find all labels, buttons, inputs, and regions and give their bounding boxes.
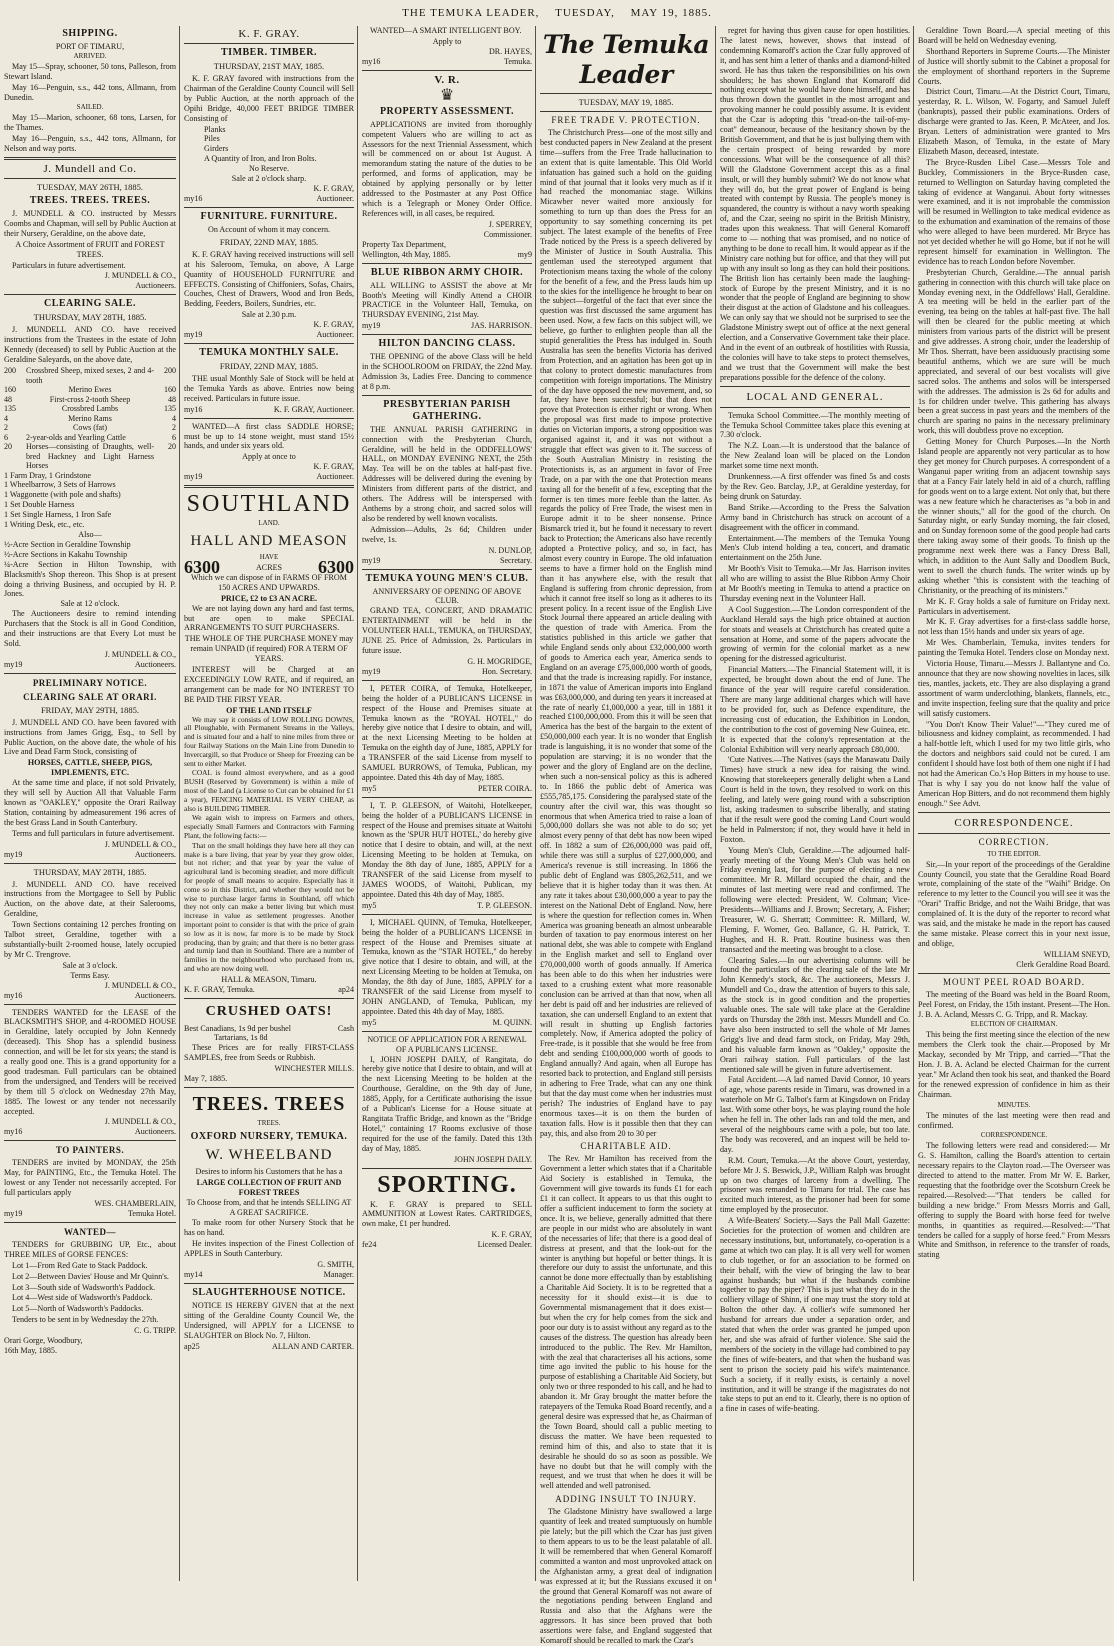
acres-number: 6300 <box>318 557 354 577</box>
timber-item: A Quantity of Iron, and Iron Bolts. <box>204 154 317 164</box>
column-rule <box>357 26 358 1581</box>
town-lots: Town Sections containing 12 perches fronting on Talbot street, Geraldine, together with a substantially-built 2-roomed house, lately occupied by Mr C. Trengrove. <box>4 920 176 959</box>
ad-code: my16 <box>184 404 203 414</box>
news-item: Victoria House, Timaru.—Messrs J. Ballantyne and Co. announce that they are now showing novelties in laces, silk ties, mantles, jackets, etc. They are also displaying a grand assortment of warm underclothing, blankets, flannels, etc., and invite inspection, feeling sure that the quality and price will satisfy customers. <box>918 659 1110 718</box>
shipping-heading: SHIPPING. <box>62 28 118 39</box>
lot-item: Lot 1—From Red Gate to Stack Paddock. <box>12 1260 148 1270</box>
article-body: The Gladstone Ministry have swallowed a large quantity of leek and treated sumptuously on humble pie lately; but the pill which the Czar has just given to them appears to us to be the least palatable of all. It will be remembered that when General Komaroff committed a wanton and most unprovoked attack on the Afghanistan army, a great deal of indignation was expressed at it; but the Russians excused it on the ground that General Komaroff was not aware of the negotiations pending between England and Russia and also that the Afghans were the aggressors. It has since been proved that both assertions were false, and England suggested that Komaroff should be recalled to mark the Czar's <box>540 1507 712 1646</box>
license-notice: I, T. P. GLEESON, of Waitohi, Hotelkeeper, being the holder of a PUBLICAN'S LICENSE in respect of the House and premises situate at Waitohi known as the 'SPUR HUT HOTEL,' do hereby give notice that I desire to obtain, and will, at the next Licensing Meeting to be holden at Temuka, on Monday the 8th day of June, 1885, APPLY for a TRANSFER of the said License from myself to JAMES WOODS, of Waitohi, Publican, my appointee. Dated this 4th day of May, 1885. <box>362 800 532 899</box>
table-row: 160 Merino Ewes 160 <box>4 385 176 395</box>
monthly-signature: K. F. GRAY, Auctioneer. <box>273 404 354 414</box>
section-heading: CORRESPONDENCE. <box>954 816 1074 829</box>
land-item: ½-Acre Section in Geraldine Township <box>4 539 131 549</box>
kfgray-heading: K. F. GRAY. <box>238 28 300 40</box>
ymc-body: GRAND TEA, CONCERT, AND DRAMATIC ENTERTAINMENT will be held in the VOLUNTEER HALL, TEMUKA, on THURSDAY, JUNE 25. Price of Admission, 2s. Particulars in future issue. <box>362 606 532 655</box>
implement-item: 1 Set Double Harness <box>4 500 75 510</box>
table-row: 135 Crossbred Lambs 135 <box>4 404 176 414</box>
timber-signature: K. F. GRAY, <box>313 183 354 193</box>
sailed-entry: May 15—Marion, schooner, 68 tons, Larsen, for the Thames. <box>4 113 176 133</box>
town-body: J. MUNDELL AND CO. have received instructions from the Mortgagee to Sell by Public Auction, on the above date, at their Salerooms, Geraldine, <box>4 879 176 919</box>
ad-code: my16 <box>362 56 381 66</box>
ad-code: my5 <box>362 1017 377 1027</box>
tender-role: Auctioneers. <box>134 1127 176 1137</box>
prelim-heading: PRELIMINARY NOTICE. <box>32 677 148 688</box>
wheelband-body: Desires to inform his Customers that he has a <box>195 1166 343 1176</box>
property-date: Wellington, 4th May, 1885. <box>362 249 451 259</box>
article-body: The Rev. Mr Hamilton has received from the Government a letter which states that if a Charitable Aid Society is established in Temuka, the Government will give towards its funds £1 for each £1 it can collect. It appears to us that this ought to offer a sufficient inducement to form the society at once. It is, we believe, generally admitted that there are people in our midst who are absolutely in want of the necessaries of life; that there is a good deal of distress at present, and that the look-out for the winter is anything but hopeful or better things. It is therefore our duty to assist the unfortunate, and this cannot be done more effectually than by establishing a Charitable Aid Society. It is to be regretted that a necessity for it should exist—it is due to Governmental mismanagement that it does exist—but when the cry for help comes from the sick and poor our duty is to assist without any regard as to the causes of the distress. The question has already been introduced to the public. The Rev. Mr Hamilton, with the zeal that characterises all his actions, some time ago invited the public to his house for the purpose of establishing a Charitable Aid Society, but only two or three responded to his call, and he had to abandon it. Mr Gray brought the matter before the ratepayers of the Temuka Road Board recently, and a general desire was expressed that he, as Chairman of the Town Board, should call a public meeting to discuss the matter. We have been requested to remind him of this, and also to state that it is desirable he should do so as soon as possible. We have no doubt but that he will comply with the request, and we trust that when he does it will be well attended and well patronised. <box>540 1154 712 1491</box>
furniture-heading: FURNITURE. FURNITURE. <box>200 210 338 222</box>
trees-role: Auctioneers. <box>135 281 176 291</box>
implement-item: 1 Writing Desk, etc., etc. <box>4 520 85 530</box>
hall-meason: HALL AND MEASON <box>190 533 348 550</box>
hm-agent: K. F. GRAY, Temuka. <box>184 984 255 994</box>
news-item: Band Strike.—According to the Press the Salvation Army band in Christchurch has struck on account of a disagreement with the officer in command. <box>720 502 910 532</box>
trees-small: TREES. <box>257 1119 281 1128</box>
slaughter-body: NOTICE IS HEREBY GIVEN that at the next sitting of the Geraldine County Council We, the Undersigned, will APPLY for a LICENSE to SLAUGHTER on Block No. 7, Hilton. <box>184 1301 354 1340</box>
table-row: 20 Horses—consisting of Draughts, well-bred Hackney and Light Harness Horses 20 <box>4 442 176 471</box>
ad-code: my19 <box>4 659 23 669</box>
news-item: Mr K. F. Gray advertises for a first-class saddle horse, not less than 15½ hands and under six years of age. <box>918 617 1110 637</box>
lot-item: Lot 3—South side of Wadsworth's Paddock. <box>12 1282 156 1292</box>
land-item: ½-Acre Sections in Kakahu Township <box>4 549 128 559</box>
oats-signature: WINCHESTER MILLS. <box>274 1064 354 1074</box>
land-item: ¼-Acre Section in Hilton Township, with Blacksmith's Shop thereon. This Shop is at present doing a thriving Business, and occupied by H. P. Jones. <box>4 559 176 599</box>
timber-reserve: No Reserve. <box>248 164 289 174</box>
horse-body: WANTED—A first class SADDLE HORSE; must be up to 14 stone weight, must stand 15½ hands, and under six years old. <box>184 421 354 451</box>
news-item: R.M. Court, Temuka.—At the above Court, yesterday, before Mr J. S. Beswick, J.P., William Ralph was brought up on two charges of larceny from a dwelling. The prisoner was remanded to Timaru for trial. The case has excited much interest, as the prisoner had been for some time employed by the prosecutor. <box>720 1155 910 1215</box>
article-body: The minutes of the last meeting were then read and confirmed. <box>918 1110 1110 1130</box>
column-6 <box>918 26 1110 1581</box>
column-1 <box>4 26 176 1581</box>
column-rule <box>179 26 180 1581</box>
renewal-body: I, JOHN JOSEPH DAILY, of Rangitata, do hereby give notice that I desire to obtain, and will at the next Licensing Meeting to be holden at the Courthouse, Geraldine, on the 9th day of June, 1885, Apply, for a Certificate authorising the issue of a Publican's License for a House situate at Rangitata Traffic Bridge, and known as the "Bridge Hotel," containing 17 Rooms exclusive of those required for the use of the family. Dated this 13th day of May, 1885. <box>362 1054 532 1153</box>
of-land-heading: OF THE LAND ITSELF <box>226 705 312 715</box>
wanted-signature: C. G. TRIPP. <box>134 1326 176 1336</box>
ad-code: my19 <box>362 666 381 676</box>
monthly-heading: TEMUKA MONTHLY SALE. <box>199 347 339 359</box>
lot-item: Lot 4—West side of Wadsworth's Paddock. <box>12 1293 153 1303</box>
stock-table <box>4 366 176 471</box>
arrived-label: ARRIVED. <box>73 51 107 60</box>
painters-heading: TO PAINTERS. <box>55 1145 125 1156</box>
news-item: The N.Z. Loan.—It is understood that the balance of the New Zealand loan will be placed on the London market some time next month. <box>720 441 910 471</box>
oats-heading: CRUSHED OATS! <box>205 1003 333 1019</box>
news-item: Temuka School Committee.—The monthly meeting of the Temuka School Committee takes place this evening at 7.30 o'clock. <box>720 410 910 440</box>
article-body: regret for having thus given cause for open hostilities. The latest news, however, shows that instead of condemning Komaroff's action the Czar fully approved of it, and has sent him a letter of thanks and a diamond-hilted sword. He has thus taken the responsibilities on his own shoulders; he has shown England that Komaroff did nothing except what he would have done himself, and has thus thrown down the gauntlet in the most arrogant and provoking manner he could possibly assume. It is evident that the Czar is adopting this "tread-on-the tail-of-my-coat" demeanour, because of the hesitancy shown by the British Government, and that he is just bullying them with the certain prospect of being rewarded by more concessions. What will be the consequence of all this? Will the Gladstone Government accept this as a final insult, or will they humbly submit? We do not know what they will do, but the great power of England is being treated with contempt by Russia. The people's money is squandered, the country is without a navy worth speaking of, and the Czar, seeing no spirit in the British Ministry, trades upon this weakness. That will General Komaroff come to — nothing that was promised, and no notice of anything to be done to recall him. It would appear as if the Ministry care nothing but for office, and that they will put up with any insult so long as they can hold their positions. The British lion has certainly been made the laughing-stock of Europe by the present Ministry, and it is no wonder that the people of England are beginning to show their disgust at the action of Gladstone and his colleagues. We can only say that we should not be surprised to see the Gladstone Ministry swept out of office at the next general election, and a Conservative Government take their place. And in the event of an outbreak of hostilities with Russia, the colonies will have to take steps to protect themselves, and we trust that the Government will make the best preparations possible for the defence of the colony. <box>720 26 910 382</box>
clearing-signature: J. MUNDELL & CO., <box>104 649 176 659</box>
slaughter-signature: ALLAN AND CARTER. <box>271 1341 354 1351</box>
orari-date: FRIDAY, MAY 29TH, 1885. <box>40 704 140 715</box>
wanted-date: 16th May, 1885. <box>4 1346 57 1356</box>
presb-heading: PRESBYTERIAN PARISH GATHERING. <box>383 398 511 422</box>
ad-code: my19 <box>362 555 381 565</box>
article-body: This being the first meeting since the election of the new members the Clerk took the chair.—Proposed by Mr Mackay, seconded by Mr Tripp, and carried—"That the Hon. J. B. A. Acland be elected Chairman for the current year." Mr Acland then took his seat, and thanked the Board for the renewed expression of confidence in him as their Chairman. <box>918 1030 1110 1099</box>
wheelband-role: Manager. <box>323 1270 354 1280</box>
furniture-time: Sale at 2.30 p.m. <box>241 310 297 320</box>
news-item: A Cool Suggestion.—The London correspondent of the Auckland Herald says the high price obtained at auction for stoats and weasels at Christchurch has created quite a sensation at Home, and some of the papers advocate the growing of vermin for the colonial market as a new opening for the distressed agriculturist. <box>720 604 910 664</box>
choir-signature: JAS. HARRISON. <box>471 321 532 331</box>
timber-item: Planks <box>204 124 226 134</box>
town-time: Sale at 3 o'clock. <box>62 960 118 970</box>
table-row: 48 First-cross 2-tooth Sheep 48 <box>4 394 176 404</box>
interest-line: INTEREST will be Charged at an EXCEEDINGLY LOW RATE, and if required, an arrangement can be made for NO INTEREST TO BE PAID THE FIRST YEAR. <box>184 665 354 704</box>
lot-item: Lot 2—Between Davies' House and Mr Quinn's. <box>12 1271 169 1281</box>
news-item: Financial Matters.—The Financial Statement will, it is expected, be brought down about the end of June. The finance of the year will require careful consideration. There are many large additional charges which will have to be provided for, such as Defence expenditure, the increasing cost of education, the Exhibition in London, the contribution to the cost of governing New Guinea, etc. It is expected that the colony's representation at the Colonial Exhibition will very nearly approach £80,000. <box>720 665 910 754</box>
town-date: THURSDAY, MAY 28TH, 1885. <box>33 866 147 877</box>
ad-code: my16 <box>184 193 203 203</box>
trees-body: J. MUNDELL & CO. instructed by Messrs Coombs and Chapman, will sell by Public Auction at their Nursery, Geraldine, on the above date, <box>4 208 176 238</box>
acres-body: Which we can dispose of in FARMS OF FROM 150 ACRES AND UPWARDS. <box>191 572 347 592</box>
wanted-signature: DR. HAYES, <box>488 46 532 56</box>
oxford-heading: OXFORD NURSERY, TEMUKA. <box>190 1130 348 1142</box>
ad-code: ap25 <box>184 1341 200 1351</box>
license-signature: T. P. GLEESON. <box>477 900 532 910</box>
license-signature: M. QUINN. <box>492 1017 532 1027</box>
news-item: Mr Booth's Visit to Temuka.—Mr Jas. Harrison invites all who are willing to assist the Blue Ribbon Army Choir at Mr Booth's meeting in Temuka to attend a practice on Thursday evening next in the Volunteer Hall. <box>720 564 910 603</box>
property-role: Commissioner. <box>483 229 532 239</box>
license-notice: I, MICHAEL QUINN, of Temuka, Hotelkeeper, being the holder of a PUBLICAN'S LICENSE in respect of the House and Premises situate at Temuka, known as the "STAR HOTEL," do hereby give notice that I desire to obtain, and will, at the next Licensing Meeting to be holden at Temuka, on Monday, the 8th day of June, 1885, APPLY for a TRANSFER of the said License from myself to JOHN ANGLAND, of Temuka, Publican, my appointee. Dated this 4th day of May, 1885. <box>362 917 532 1016</box>
presb-body: THE ANNUAL PARISH GATHERING in connection with the Presbyterian Church, Geraldine, will be held in the ODDFELLOWS' HALL, on MONDAY EVENING NEXT, the 25th May. Tea will be on the tables at half-past five. Addresses will be delivered during the evening by Ministers from different parts of the district, and others. The Address will be interspersed with Anthems by a strong choir, and sacred solos will also be rendered by well known vocalists. <box>362 424 532 523</box>
implement-item: 1 Set Single Harness, 1 Iron Safe <box>4 510 112 520</box>
to-editor: TO THE EDITOR. <box>987 849 1041 858</box>
ad-code: my5 <box>362 783 377 793</box>
timber-item: Girders <box>204 144 229 154</box>
wheelband-invite: He invites inspection of the Finest Collection of APPLES in South Canterbury. <box>184 1239 354 1259</box>
property-dept: Property Tax Department, <box>362 239 447 249</box>
horse-signature: K. F. GRAY, <box>313 462 354 472</box>
column-4 <box>540 26 712 1646</box>
tender-signature: J. MUNDELL & CO., <box>104 1117 176 1127</box>
orari-terms: Terms and full particulars in future advertisement. <box>12 828 175 838</box>
news-item: Mr Wes. Chamberlain, Temuka, invites tenders for painting the Temuka Hotel. Tenders close on Monday next. <box>918 638 1110 658</box>
ad-code: my16 <box>4 990 23 1000</box>
news-item: Fatal Accident.—A lad named David Connor, 10 years of age, whose parents reside in Timaru, was drowned in a waterhole on Mr G. Talbot's farm at Kingsdown on Friday last. With some other boys, he was playing round the hole when he fell in. The other lads ran and told the men, and several of the neighbours came with a pole, but too late. The body was recovered, and an inquest will be held to-day. <box>720 1075 910 1154</box>
ymc-heading: TEMUKA YOUNG MEN'S CLUB. <box>365 572 529 584</box>
article-heading: MOUNT PEEL ROAD BOARD. <box>942 976 1085 987</box>
table-row: 2 Cows (fat) 2 <box>4 423 176 433</box>
timber-time: Sale at 2 o'clock sharp. <box>231 174 307 184</box>
news-item: Clearing Sales.—In our advertising columns will be found the particulars of the clearing sale of the late Mr John Kennedy's stock, &c. The auctioneers, Messrs J. Mundell and Co., draw the attention of buyers to this sale, as the stock is in good condition and the properties valuable ones. The sale will take place at the Geraldine yards on Thursday the 28th inst. Messrs Mundell and Co. have also been instructed to sell the whole of Mr James Grigg's live and dead farm stock, on Friday, May 29th, and his valuable farm known as "Oakley," opposite the Orari railway station. Full particulars of the last mentioned sale will be given in future advertisement. <box>720 955 910 1074</box>
wanted-close: Tenders to be sent in by Wednesday the 27th. <box>12 1315 159 1325</box>
news-item: Presbyterian Church, Geraldine.—The annual parish gathering in connection with this church will take place on Monday evening next, in the Oddfellows' Hall, Geraldine. A tea meeting will be held in the earlier part of the evening, tea being on the tables at half-past five. The hall will then be cleared for the public meeting at which ministers from various parts of the district will be present and give addresses. A strong choir, under the leadership of Mr Thos. Sherratt, have been assiduously practising some beautiful anthems, which we are sure will be much appreciated, and several of our best vocalists will give sacred solos. The anthems and solos will be interspersed with the addresses. The admission is 2s 6d for adults and 1s for children under twelve. This gathering has always been a great success in past years and the members of the church are sparing no pains in the necessary preliminary work, this will doubtless prove no exception. <box>918 267 1110 436</box>
tender-body: TENDERS WANTED for the LEASE of the BLACKSMITH'S SHOP, and 4-ROOMED HOUSE in Geraldine, lately occupied by John Kennedy (deceased). This Shop has a splendid business connection, and will be let for six years; the stand is a really good one. This is a grand opportunity for a good tradesman. Full particulars can be obtained from the undersigned, and Tenders will be received by them till 5 o'clock on Wednesday 27th May, 1885. The lowest or any tender not necessarily accepted. <box>4 1007 176 1116</box>
hm-signature: HALL & MEASON, Timaru. <box>221 974 317 984</box>
town-role: Auctioneers. <box>134 990 176 1000</box>
orari-also: At the same time and place, if not sold Privately, they will sell by Auction All that Valuable Farm known as "OAKLEY," opposite the Orari Railway Station, containing by admeasurement 196 acres of the best Grass Land in South Canterbury. <box>4 778 176 827</box>
dance-body: THE OPENING of the above Class will be held in the SCHOOLROOM on FRIDAY, the 22nd May. Admission 3s, Ladies Free. Dancing to commence at 8 p.m. <box>362 352 532 391</box>
wheelband-room: To make room for other Nursery Stock that he has on hand. <box>184 1218 354 1238</box>
painters-signature: WES. CHAMBERLAIN, <box>94 1199 176 1208</box>
trees-date: TUESDAY, MAY 26TH, 1885. <box>36 181 144 192</box>
column-2 <box>184 26 354 1581</box>
timber-body: K. F. GRAY favored with instructions from the Chairman of the Geraldine County Council will Sell by Public Auction, at the north approach of the Opihi Bridge, 40,000 FEET BRIDGE TIMBER Consisting of <box>184 74 354 123</box>
wheelband-heading: W. WHEELBAND <box>205 1146 333 1163</box>
monthly-date: FRIDAY, 22ND MAY, 1885. <box>219 361 319 372</box>
implement-item: 1 Farm Dray, 1 Grindstone <box>4 470 91 480</box>
ad-code: my5 <box>362 900 377 910</box>
orari-items: HORSES, CATTLE, SHEEP, PIGS, IMPLEMENTS, ETC. <box>27 758 153 778</box>
ad-code: fe24 <box>362 1240 377 1250</box>
orari-signature: J. MUNDELL & CO., <box>104 839 176 849</box>
column-rule <box>715 26 716 1581</box>
ad-code: my16 <box>4 1127 23 1137</box>
ymc-role: Hon. Secretary. <box>481 666 532 676</box>
table-row: 4 Merino Rams 4 <box>4 413 176 423</box>
news-item: 'Cute Natives.—The Natives (says the Manawatu Daily Times) have struck a new idea for raising the wind. Knowing that storekeepers generally delight when a Land Court is held in the town, they resolved to work on this feeling, and lately were going round with a subscription list, asking tradesmen to subscribe liberally, and stating that if the result were good the coming Land Court would be held in Palmerston; if not, they would have it held in Foxton. <box>720 755 910 844</box>
sporting-heading: SPORTING. <box>377 1171 517 1198</box>
ad-code: my19 <box>362 321 381 331</box>
dance-heading: HILTON DANCING CLASS. <box>378 338 516 350</box>
orari-heading: CLEARING SALE AT ORARI. <box>23 691 157 702</box>
ad-code: my19 <box>184 472 203 482</box>
news-item: Young Men's Club, Geraldine.—The adjourned half-yearly meeting of the Young Men's Club was held on Friday evening last, for the purpose of electing a new committee. Mr R. Millard occupied the chair, and the minutes of last meeting were read and confirmed. The following were elected: President, W. Coltman; Vice-Presidents—Williams and J. Brown; Secretary, A. Fisher; Treasurer, W. G. Sherratt; Committee: R. Millard, W. Fleming, F. Worner, Geo. Ballance, G. H. Patrick, T. Hughes, and H. R. Pratt. Routine business was then transacted and the meeting was brought to a close. <box>720 845 910 954</box>
trees-sub: A Choice Assortment of FRUIT and FOREST TREES. <box>15 239 165 259</box>
ad-code: ap24 <box>338 984 354 994</box>
masthead-paper: THE TEMUKA LEADER, <box>402 7 540 19</box>
correspondent-signature: WILLIAM SNEYD, <box>1043 949 1110 959</box>
subheading: ELECTION OF CHAIRMAN. <box>970 1020 1058 1029</box>
property-body: APPLICATIONS are invited from thoroughly competent Valuers who are willing to act as Assessors for the next Triennial Assessment, which will be commenced on or about 1st August. A memorandum stating the nature of the duties to be performed, and forms of application, may be obtained by applying personally or by letter addressed to the Postmaster at any Post Office which is a Telegraph or Money Order Office. References will, in all cases, be required. <box>362 119 532 218</box>
presb-admission: Admission—Adults, 2s 6d; Children under twelve, 1s. <box>362 524 532 544</box>
trees-particulars: Particulars in future advertisement. <box>12 260 126 270</box>
timber-heading: TIMBER. TIMBER. <box>221 47 317 58</box>
license-signature: PETER COIRA. <box>478 783 532 793</box>
news-item: Shorthand Reporters in Supreme Courts.—The Minister of Justice will shortly submit to the Cabinet a proposal for the employment of shorthand reporters in the Supreme Courts. <box>918 46 1110 86</box>
arrived-entry: May 16—Penguin, s.s., 442 tons, Allmann, from Dunedin. <box>4 82 176 102</box>
choir-heading: BLUE RIBBON ARMY CHOIR. <box>370 266 524 278</box>
clearing-heading: CLEARING SALE. <box>43 298 137 310</box>
section-heading: LOCAL AND GENERAL. <box>746 390 884 403</box>
southland-land: LAND. <box>258 519 280 528</box>
clearing-date: THURSDAY, MAY 28TH, 1885. <box>33 312 147 323</box>
facts-line: That on the small holdings they have here all they can make is a bare living, that year by year they grow older, but not richer; and that year by year the value of agricultural land is becoming steadier, and more difficult for people of small means to acquire. Especially has it come so in this District, and whether they would not be wise to purchase larger farms in Southland, off which they not only can make a better living but which must increase in value as settlement progresses. Another important point to consider is that with the price of grain so low as it is now, far more is to be made by Stock producing, than by grain; and that there is no better grass and turnip land than in Southland. There are a number of families in the neighbourhood who purchased from us, and who are now doing well. <box>184 840 354 973</box>
crown-icon: ♛ <box>439 86 455 104</box>
also-label: Also— <box>78 529 102 539</box>
newspaper-title: The Temuka Leader <box>542 30 710 89</box>
masthead-day: TUESDAY, <box>555 7 615 19</box>
mundell-heading: J. Mundell and Co. <box>43 162 137 175</box>
news-item: The Bryce-Rusden Libel Case.—Messrs Tole and Buckley, Commissioners in the Bryce-Rusden case, returned to Wellington on Saturday having completed the taking of evidence at Wanganui. About forty witnesses were examined, and it is not improbable the commission will be resumed in Wellington to take medical evidence as to the exhumation and examination of the remains of those who were alleged to have been murdered. Mr Bryce has not yet decided whether he will go Home, but if not he will represent himself for examination in Wellington. The evidence has to reach London before November. <box>918 157 1110 266</box>
furniture-signature: K. F. GRAY, <box>313 320 354 330</box>
vr-heading: V. R. <box>434 73 460 86</box>
ad-code: my19 <box>4 1209 23 1218</box>
acres-number: 6300 <box>184 557 220 577</box>
orari-role: Auctioneers. <box>134 849 176 859</box>
oats-cash: Cash <box>337 1023 354 1033</box>
property-heading: PROPERTY ASSESSMENT. <box>379 105 515 117</box>
table-row: 6 2-year-olds and Yearling Cattle 6 <box>4 432 176 442</box>
implement-item: 1 Wheelbarrow, 3 Sets of Harrows <box>4 480 116 490</box>
furniture-sub: On Account of whom it may concern. <box>207 224 331 234</box>
slaughter-heading: SLAUGHTERHOUSE NOTICE. <box>192 1287 346 1299</box>
orari-body: J. MUNDELL AND CO. have been favored with instructions from James Grigg, Esq., to Sell by Public Auction, on the above date, the whole of his Live and Dead Farm Stock, consisting of <box>4 717 176 757</box>
oats-tartarians: Tartarians, 1s 8d <box>214 1033 268 1043</box>
town-terms: Terms Easy. <box>70 970 110 980</box>
trees-title: TREES. TREES. TREES. <box>29 194 151 206</box>
subheading: MINUTES. <box>997 1100 1031 1109</box>
horse-apply: Apply at once to <box>242 452 296 462</box>
ymc-signature: G. H. MOGRIDGE, <box>467 656 532 666</box>
sailed-label: SAILED. <box>76 103 104 112</box>
oats-date: May 7, 1885. <box>184 1074 228 1084</box>
news-item: Mr K. F. Gray holds a sale of furniture on Friday next. Particulars in advertisement. <box>918 596 1110 616</box>
column-5 <box>720 26 910 1581</box>
sale-time: Sale at 12 o'clock. <box>60 599 120 609</box>
news-item: "You Don't Know Their Value!"—"They cured me of biliousness and kidney complaint, as recommended. I had a half-bottle left, which I used for my two little girls, who the doctors and neighbors said could not be cured. I am confident I should have lost both of them one night if I had not had the American Co.'s Hop Bitters in my house to use. That is why I say you do not know half the value of American Hop Bitters, and do not recommend them highly enough." See Advt. <box>918 719 1110 808</box>
have-label: HAVE <box>259 553 279 562</box>
price-line: PRICE, £2 to £3 AN ACRE. <box>220 593 317 603</box>
article-body: Sir,—In your report of the proceedings of the Geraldine County Council, you state that the Geraldine Road Board wrote, complaining of the state of the "Waihi" Bridge. On reference to my letter to the Council you will see it was the "Orari" Traffic Bridge, and not the Waihi Bridge, that was complained of. It is the duty of the reporter to record what was said, and the mistake he made in the report has caused the same mistake. Please correct this in your next issue, and oblige, <box>918 859 1110 948</box>
sailed-entry: May 16—Penguin, s.s., 442 tons, Allmann, for Nelson and way ports. <box>4 134 176 154</box>
port-line: PORT OF TIMARU, <box>55 42 125 51</box>
correspondent-role: Clerk Geraldine Road Board. <box>1016 959 1110 969</box>
presb-signature: N. DUNLOP, <box>488 545 532 555</box>
arrived-entry: May 15—Spray, schooner, 50 tons, Palleson, from Stewart Island. <box>4 61 176 81</box>
timber-date: THURSDAY, 21ST MAY, 1885. <box>213 61 325 71</box>
ad-code: my14 <box>184 1270 203 1280</box>
license-notice: I, PETER COIRA, of Temuka, Hotelkeeper, being the holder of a PUBLICAN'S LICENSE in respect of the House and Premises situate at Temuka known as the "ROYAL HOTEL," do hereby give notice that I desire to obtain, and will, at the next Licensing Meeting to be holden at Temuka on the eighth day of June, 1885, APPLY for a TRANSFER of the said License from myself to SAMUEL BURROWS, of Temuka, Publican, my appointee. Dated this 4th day of May, 1885. <box>362 683 532 782</box>
land-desc: We may say it consists of LOW ROLLING DOWNS, all Ploughable, with Permanent Streams in the Valleys, and is situated four and a half to nine miles from three or four Railway Stations on the Main Line from Dunedin to Invercargill, so that Produce or Sheep for Freezing can be sent to either Market. <box>184 714 354 768</box>
furniture-role: Auctioneer. <box>316 330 354 340</box>
masthead <box>0 0 1114 26</box>
clearing-role: Auctioneers. <box>134 659 176 669</box>
wanted-apply: Apply to <box>432 36 462 46</box>
sporting-signature: K. F. GRAY, <box>491 1230 532 1240</box>
table-row: 200 Crossbred Sheep, mixed sexes, 2 and 4-tooth 200 <box>4 366 176 385</box>
trees-signature: J. MUNDELL & CO., <box>104 271 176 281</box>
article-heading: FREE TRADE V. PROTECTION. <box>551 115 701 125</box>
column-rule <box>535 26 536 1581</box>
acres-label: ACRES <box>255 563 283 572</box>
wanted-boy-body: WANTED—A SMART INTELLIGENT BOY. <box>370 26 522 35</box>
article-body: The following letters were read and considered:— Mr G. S. Hamilton, calling the Board's attention to certain necessary repairs to the Clayton road.—The Overseer was directed to attend to the matter. From Mr W. E. Barker, requesting that the footbridge over the Scotsburn Creek be repaired.—Resolved:—"That tenders be called for building a new bridge." From Messrs Morris and Gall, offering to supply the Board with horse feed for twelve months, in quantities as required.—Resolved:—"That tenders be called for a supply of horse feed." From Messrs White and Smithson, in reference to the transfer of roads, stating <box>918 1141 1110 1260</box>
sporting-body: K. F. GRAY is prepared to SELL AMMUNITION at Lowest Rates. CARTRIDGES, own make, £1 per hundred. <box>362 1199 532 1229</box>
ad-code: my9 <box>517 249 532 259</box>
furniture-date: FRIDAY, 22ND MAY, 1885. <box>219 236 319 247</box>
wanted-place: Temuka. <box>504 56 532 66</box>
town-signature: J. MUNDELL & CO., <box>104 980 176 990</box>
clearing-body: J. MUNDELL AND CO. have received instructions from the Trustees in the estate of John Kennedy (deceased) to sell by Public Auction at the Geraldine Saleyards, on the above date, <box>4 325 176 365</box>
sporting-role: Licensed Dealer. <box>477 1240 532 1250</box>
oats-body: These Prices are for really FIRST-CLASS SAMPLES, free from Seeds or Rubbish. <box>184 1043 354 1063</box>
implement-item: 1 Waggonette (with pole and shafts) <box>4 490 121 500</box>
ymc-sub: ANNIVERSARY OF OPENING OF ABOVE CLUB. <box>372 586 522 606</box>
subheading: CORRESPONDENCE. <box>980 1131 1048 1140</box>
choir-body: ALL WILLING to ASSIST the above at Mr Booth's Meeting will Kindly Attend a CHOIR PRACTICE in the Volunteer Hall, Temuka, on THURSDAY EVENING, 21st May. <box>362 280 532 320</box>
renewal-signature: JOHN JOSEPH DAILY. <box>454 1154 532 1164</box>
timber-item: Piles <box>204 134 220 144</box>
column-rule <box>913 26 914 1581</box>
southland-heading: SOUTHLAND <box>186 491 352 518</box>
timber-role: Auctioneer. <box>316 193 354 203</box>
price-body: We are not laying down any hard and fast terms, but are open to make SPECIAL ARRANGEMENTS TO SUIT PURCHASERS. <box>184 603 354 633</box>
wanted-place: Orari Gorge, Woodbury, <box>4 1336 83 1346</box>
trees-heading: TREES. TREES <box>192 1093 346 1116</box>
article-heading: ADDING INSULT TO INJURY. <box>555 1494 697 1505</box>
news-item: District Court, Timaru.—At the District Court, Timaru, yesterday, R. L. Wilson, W. Fogarty, and Samuel Juleff (bankrupts), passed their public examinations. Orders of discharge were granted to Jas. Keen, P. McAteer, and Jos. Bryan. Letters of administration were granted to Mrs Elizabeth Mason, of Temuka, in the estate of Mary Elizabeth Mason, deceased, intestate. <box>918 87 1110 156</box>
property-signature: J. SPERREY, <box>488 219 532 229</box>
wanted-heading: WANTED— <box>63 1226 116 1237</box>
article-body: The meeting of the Board was held in the Board Room, Peel Forest, on Friday, the 15th instant. Present—The Hon. J. B. A. Acland, Messrs C. G. Tripp, and R. Mackay. <box>918 989 1110 1019</box>
news-item: Entertainment.—The members of the Temuka Young Men's Club intend holding a tea, concert, and dramatic entertainment on the 25th June. <box>720 533 910 563</box>
news-item: Drunkenness.—A first offender was fined 5s and costs by the Rev. Geo. Barclay, J.P., at Geraldine yesterday, for being drunk on Saturday. <box>720 472 910 501</box>
painters-role: Temuka Hotel. <box>128 1209 176 1218</box>
leader-date: TUESDAY, MAY 19, 1885. <box>578 97 674 107</box>
wheelband-signature: G. SMITH, <box>317 1260 354 1270</box>
news-item: A Wife-Beaters' Society.—Says the Pall Mall Gazette: Societies for the protection of women and children are necessary institutions, but, unfortunately, co-operation is a game at which two can play. It is all very well for women to club together, or for an association to be formed on their behalf, with the view of bringing the law to bear against husbands; but what if the husbands combine together to pay the piper? This is just what they do in the colliery village of Shinn, if one may trust the story told at Bolton the other day. A collier's wife summoned her husband for arrears due under a separation order, and stated that when the order was granted he jumped upon her, and she was afraid of further violence. She said the members of the society in the village had combined to pay the fines of wife-beaters, and that when the husband was sent to prison the society paid his wife's maintenance. Such a society, if it really exists, is certainly a novel institution, and it will be strange if the magistrates do not take steps to put an end to it. Clearly, there is no option of a fine in cases of wife-beating. <box>720 1216 910 1414</box>
oats-best: Best Canadians, 1s 9d per bushel <box>184 1023 292 1033</box>
presb-role: Secretary. <box>499 555 532 565</box>
whole-line: THE WHOLE OF THE PURCHASE MONEY may remain UNPAID (if required) FOR A TERM OF YEARS. <box>184 634 354 664</box>
horse-role: Auctioneer. <box>316 472 354 482</box>
clearing-note: The Auctioneers desire to remind intending Purchasers that the Stock is all in Good Condition, and their instructions are that Every Lot must be Sold. <box>4 609 176 648</box>
column-3 <box>362 26 532 1581</box>
coal-line: COAL is found almost everywhere, and as a good BUSH (Reserved by Government) is within a mile of most of the Land (a License to Cut can be obtained for £1 a year), FENCING MATERIAL IS VERY CHEAP, as also is BUILDING TIMBER. <box>184 768 354 813</box>
news-item: Geraldine Town Board.—A special meeting of this Board will be held on Wednesday evening. <box>918 26 1110 45</box>
furniture-body: K. F. GRAY having received instructions will sell at his Saleroom, Temuka, on above, A Large Quantity of HOUSEHOLD FURNITURE and EFFECTS. Consisting of Chiffoniers, Sofas, Chairs, Couches, Chest of Drawers, Wood and Iron Beds, Bedding, Feeders, Boilers, Sundries, etc. <box>184 249 354 309</box>
article-body: The Christchurch Press—one of the most silly and best conducted papers in New Zealand at the present time—suffers from the Free Trade hallucination to an extent that is quite lamentable. This Old World infatuation has gained such a hold on the guiding mind of that journal that it looks very much as if it had reached the monomaniac stage. Wilkins Micawber never waited more anxiously for something to turn up than does the Press for an opportunity to say something concerning its pet subject. The latest example of the benefits of Free Trade noticed by the Press is a speech delivered by the Minister of Justice in South Australia. This gentleman used the stereotyped argument that Protectionism means taxing the whole of the colony for the benefit of a few, and the Press lauds him up to the skies for the intelligence he brought to bear on the subject—forgetful of the fact that ever since the question was first discussed the same argument has been used. Now, a few facts on this subject will, we believe, go further to enlighten people than all the stupid generalities the Press has indulged in. South Australia has seen the benefits Victoria has derived from Protection, and an agitation has been got up in that colony to protect domestic manufactures from competition with foreign importations. The Ministry of the day have opposed the new movement, and, so far, they have been successful; but that does not prove that Protection is either right or wrong. When the proposal was first made to impose protective duties on Victorian imports, a strong opposition was organised against it, and it was not without a struggle that effect was given to it. The success of the South Australian Ministry in resisting the Protectionists is, as an argument in favor of Free Trade, on a par with the one that Protection means taxing all for the benefit of a few, excepting that the former is ten times more feeble than the latter. As regards the policy of Free Trade, the wisest men in Europe admit it to be sheer nonsense. Prince Bismarck tried it, but he found it necessary to revert back to Protection; the Americans also have recently adopted a Protective policy, and so, in fact, has almost every country in Europe. The old infatuation seems to have a firmer hold on the English mind than it has anywhere else, with the result that England is suffering from chronic depression, from which it cannot free itself so long as it adheres to its present policy. In a recent issue of the English Live Stock Journal there appeared an article dealing with the question of trade with America. From the statistics published in this article we gather that while England sends only about £32,000,000 worth of goods to America each year, America sends to England on an average £75,000,000 worth of goods, and that the trade is increasing rapidly. For instance, in 1871 the value of American imports into England was £63,000,000, and during ten years it increased at the rate of nearly £1,000,000 a year, till in 1881 it reached £100,000,000. From this it will be seen that America has the best of the bargain to the extent of £50,000,000 each year. It is no wonder that English trade is languishing, it is no wonder that some of the population are starving; it is no wonder that the power and the glory of England are on the decline, when such a non-sensical policy as this is adhered to. In 1866 the public debt of America was £555,785,175. Considering the paralysed state of the country after the civil war, this was thought so enormous that when America tried to raise a loan of 5,000,000 dollars she was not able to do so; yet almost every penny of that debt has now been wiped off. In 1882 a sum of £26,000,000 was paid off, while there was still a surplus of £27,000,000, and America's revenue is still increasing. In 1866 the public debt of England was £805,262,511, and we believe that it is higher today than it was then. At any rate it takes about £30,000,000 a year to pay the interest on the National Debt of England. Now, here is where the question for reflection comes in. When America was groaning beneath an almost unbearable burden of taxation to pay enormous interest on her national debt, she was able to compete with England in the English market and sell to England over £70,000,000 worth of goods annually. If America has been able to do this when her industries were taxed to a crushing extent what more reasonable conclusion can be arrived at than that now, when all her debt is paid off and her industries are relieved of taxation, she can undersell England to an extent that will result in shutting up English factories completely. Now, if America adopted the policy of Free-trade, is it possible that she would be free from debt and sending £100,000,000 worth of goods to England annually? And again, when all Europe has resorted back to protection, and England still persists in adhering to Free Trade, what can any one think but that the day must come when her industries must perish? The industries of England have to pay enormous taxes—it is on them the burden of taxation falls. How is it possible then that they can pay, this, and also from 20 to 30 per <box>540 128 712 1138</box>
monthly-body: THE usual Monthly Sale of Stock will be held at the Temuka Yards as above. Entries now being received. Particulars in future issue. <box>184 374 354 403</box>
renewal-heading: NOTICE OF APPLICATION FOR A RENEWAL OF A PUBLICAN'S LICENSE. <box>367 1034 527 1054</box>
wheelband-collection: LARGE COLLECTION OF FRUIT AND FOREST TREES <box>196 1177 342 1197</box>
news-item: Getting Money for Church Purposes.—In the North Island people are apparently not very particular as to how they get money for Church purposes. A correspondent of a Wanganui paper writing from an adjacent township says that at a Fancy Fair lately held in aid of a church, raffling for goods went on to a large extent. Not only that, but there was a new feature which he characterises as "a bob in and the winner shouts," all for the good of the church. On Saturday night, or early Sunday morning, the fair closed, and on Sunday forenoon some of the good people had carts there taking away some of their goods. To finish up the programme next week there was a Fancy Dress Ball, which, in addition to the Aunt Sally and Doodlem Buck, went to swell the church funds. The writer winds up by asking whether "this is consistent with the teaching of Christianity, or the preaching of its ministers." <box>918 437 1110 595</box>
wheelband-sell: To Choose from, and that he intends SELLING AT A GREAT SACRIFICE. <box>186 1197 352 1217</box>
lot-item: Lot 5—North of Wadsworth's Paddocks. <box>12 1304 144 1314</box>
attention-line: We again wish to impress on Farmers and others, especially Small Farmers and Contractors with Farming Plant, the following facts:— <box>184 813 354 840</box>
article-heading: CHARITABLE AID. <box>580 1141 672 1152</box>
article-heading: CORRECTION. <box>978 836 1050 847</box>
ad-code: my19 <box>184 330 203 340</box>
ad-code: my19 <box>4 849 23 859</box>
wanted-body: TENDERS for GRUBBING UP, Etc., about THREE MILES of GORSE FENCES: <box>4 1239 176 1259</box>
masthead-date: MAY 19, 1885. <box>630 7 712 19</box>
painters-body: TENDERS are invited by MONDAY, the 25th May, for PAINTING, Etc., the Temuka Hotel. The lowest or any Tender not necessarily accepted. For full particulars apply <box>4 1158 176 1198</box>
